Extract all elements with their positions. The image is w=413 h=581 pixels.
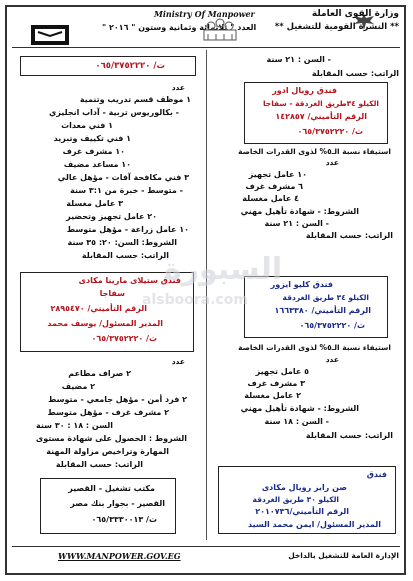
hotel-phone: ت/ ٠٦٥/٣٧٥٢٢٢٠	[91, 334, 157, 343]
job-item: ١٠ مشرف غرف	[62, 147, 125, 156]
quota-notice: استيفاء نسبة الـ٥% لذوى القدرات الخاصة	[238, 343, 391, 352]
hotel-insurance: الرقم التأميني/ ١٤٢٨٥٧	[275, 112, 367, 121]
job-item: - بكالوريوس تربية - آداب انجليزي	[49, 108, 179, 117]
job-item: ٢ فرد أمن - مؤهل جامعي - متوسط	[48, 395, 187, 404]
ministry-english: Ministry Of Manpower	[154, 9, 255, 19]
salary-line: الراتب: حسب المقابلة	[55, 460, 143, 469]
conditions-line: الشروط: - شهادة تأهيل مهني	[240, 207, 359, 216]
hotel-name: فندق كليو ايزور	[270, 280, 333, 289]
hotel-city: سفاجا	[99, 289, 125, 298]
watermark-url: alsboora.com	[142, 292, 249, 308]
job-item: ٣ عامل مغسلة	[66, 199, 123, 208]
salary-line: الراتب: حسب المقابلة	[311, 69, 399, 78]
hotel-manager: المدير المسئول/ ايمن محمد السيد	[247, 520, 381, 529]
hotel-insurance: الرقم التأميني/ ٢٨٩٥٤٧٠	[50, 304, 147, 313]
hotel-name: فندق ستيلاى مارينا مكادى	[78, 276, 181, 285]
salary-line: الراتب: حسب المقابلة	[81, 251, 169, 260]
footer-divider	[12, 546, 400, 547]
conditions-line: الراتب: حسب المقابلة	[305, 431, 393, 440]
count-label: عدد	[325, 355, 339, 364]
job-item: ٢ عامل مغسلة	[244, 391, 301, 400]
ministry-emblem-icon	[200, 16, 240, 44]
hotel-phone: ت/ ٠٦٥/٣٧٥٢٢٢٠	[297, 127, 363, 136]
job-item: - متوسط - خبرة من ٣:١ سنة	[70, 186, 183, 195]
count-label: عدد	[171, 357, 185, 366]
hotel-insurance: الرقم التأميني/ ١٦٦٣٣٨٠	[274, 306, 371, 315]
footer-url-link[interactable]: WWW.MANPOWER.GOV.EG	[58, 551, 181, 561]
conditions-line: الشروط: - شهادة تأهيل مهني	[240, 404, 359, 413]
job-item: ١ فني تكييف وتبريد	[53, 134, 131, 143]
bulletin-logo-icon	[30, 24, 70, 46]
employment-office-box	[40, 478, 176, 534]
office-title: مكتب تشغيل - القصير	[68, 484, 155, 493]
conditions-line: الشروط : الحصول على شهادة مستوى	[35, 434, 187, 443]
job-item: ٤ عامل مغسلة	[242, 194, 299, 203]
office-phone: ت/ ٠٦٥/٣٣٣٠٠١٣	[91, 515, 157, 524]
hotel-address: الكيلو ٣٠ طريق الغردقة	[252, 495, 339, 504]
count-label: عدد	[325, 158, 339, 167]
hotel-name: فندق	[366, 470, 387, 479]
conditions-line: المهارة وتراخيص مزاولة المهنة	[46, 447, 169, 456]
job-item: ١ موظف قسم تدريب وتنمية	[79, 95, 191, 104]
hotel-name: فندق رويال ادور	[272, 86, 337, 95]
hotel-phone: ت/ ٠٦٥/٣٧٥٢٢٢٠	[299, 321, 365, 330]
bulletin-title: ** النشرة القومية للتشغيل **	[274, 22, 399, 32]
hotel-address: الكيلو ٣٤طريق الغردقة - سفاجا	[262, 99, 379, 108]
issue-number: العدد " ثلاثمائة وثمانية وستون " ٢٠١٦ "	[102, 23, 257, 32]
job-item: ٣ فني مكافحة آفات - مؤهل عالي	[57, 173, 189, 182]
hotel-manager: المدير المسئول/ يوسف محمد	[47, 319, 163, 328]
job-item: ٣ مشرف غرف	[247, 379, 305, 388]
hotel-insurance: الرقم التأميني/٢٠١٠٧٣٦	[255, 507, 349, 516]
conditions-line: السن : ١٨ : ٣٠ سنة	[36, 421, 113, 430]
job-item: ١٠ عامل زراعة - مؤهل متوسط	[66, 225, 189, 234]
job-item: ١ فني معدات	[61, 121, 113, 130]
hotel-box-sunrise-makadi	[218, 466, 396, 534]
conditions-line: الراتب: حسب المقابلة	[305, 231, 393, 240]
watermark-arabic: السبورة	[164, 252, 283, 287]
hotel-box-royal-ador	[244, 82, 388, 144]
footer-department: الإدارة العامة للتشغيل بالداخل	[288, 551, 399, 560]
job-item: ٥ عامل تجهيز	[255, 367, 309, 376]
phone-box	[20, 56, 196, 76]
conditions-line: - السن : ١٨ سنة	[264, 417, 329, 426]
job-item: ٢ مشرف غرف - مؤهل متوسط	[47, 408, 169, 417]
header-divider	[12, 47, 400, 48]
quota-notice: استيفاء نسبة الـ٥% لذوى القدرات الخاصة	[238, 147, 391, 156]
phone-number: ت/ ٠٦٥/٣٧٥٢٢٢٠	[95, 61, 165, 71]
job-item: ١٠ مساعد مضيف	[63, 160, 131, 169]
job-item: ٢ مضيف	[61, 382, 95, 391]
conditions-line: - السن : ٢١ سنة	[264, 219, 329, 228]
conditions-line: الشروط: السن: ٢٠: ٣٥ سنة	[67, 238, 177, 247]
ministry-title: وزارة القوى العاملة	[311, 9, 399, 19]
job-item: ٢ صراف مطاعم	[68, 369, 131, 378]
office-address: القصير - بجوار بنك مصر	[70, 499, 165, 508]
job-item: ٦ مشرف غرف	[245, 182, 303, 191]
hotel-name-full: صن رايز رويال مكادى	[261, 483, 347, 492]
age-line: - السن : ٢١ سنة	[266, 55, 331, 64]
count-label: عدد	[171, 83, 185, 92]
job-item: ٢٠ عامل تجهيز وتحضير	[66, 212, 157, 221]
job-item: ١٠ عامل تجهيز	[248, 170, 307, 179]
hotel-address: الكيلو ٣٤ طريق الغردقة	[282, 293, 369, 302]
